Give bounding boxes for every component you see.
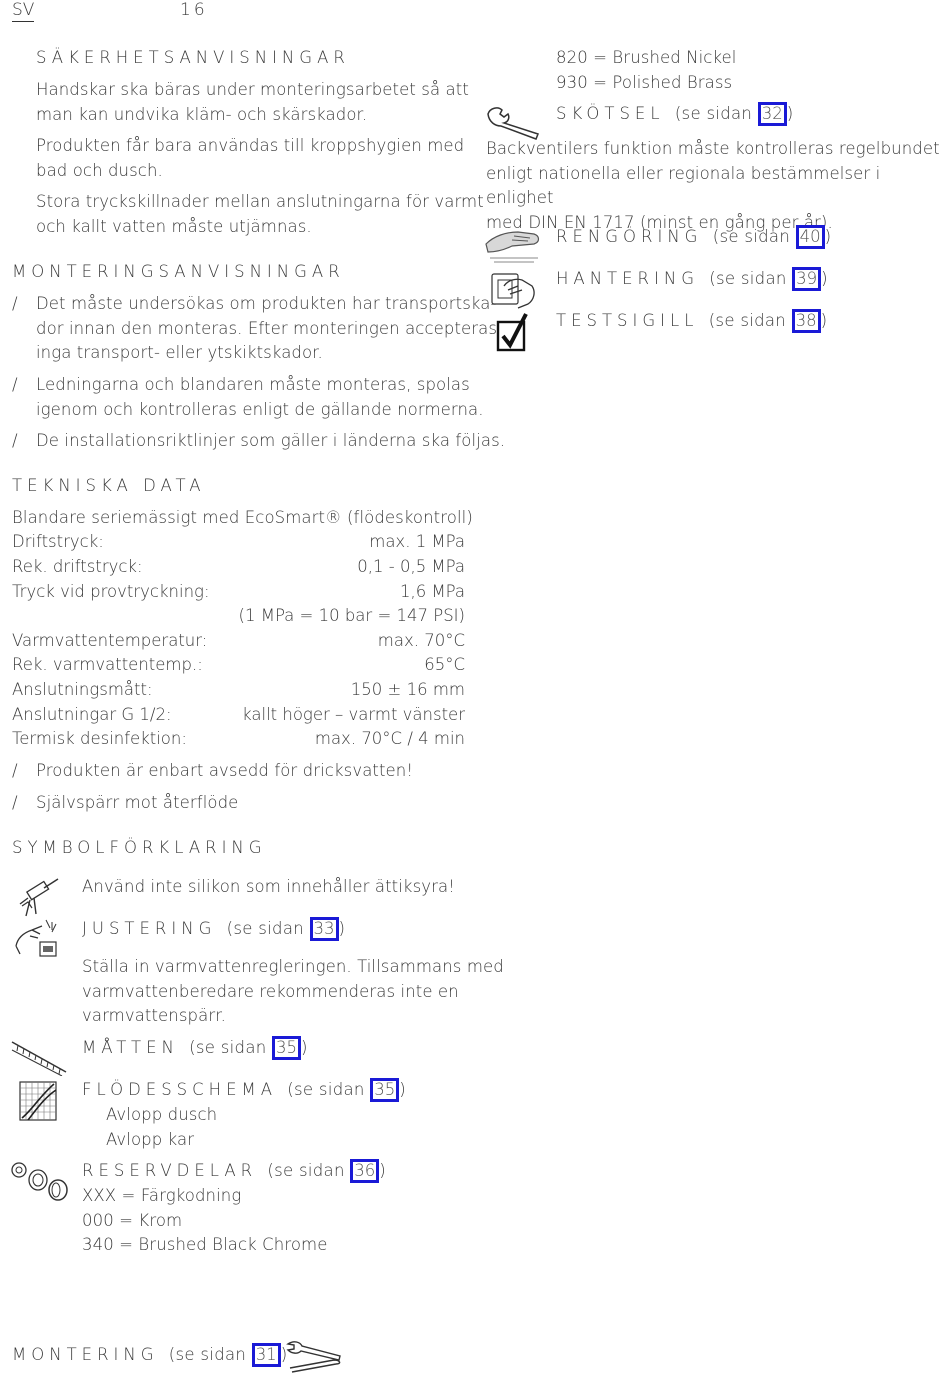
flow-chart-page-link[interactable]: 35 <box>370 1078 399 1102</box>
tech-row: Tryck vid provtryckning: 1,6 MPa <box>12 582 465 601</box>
spare-parts-icon <box>10 1160 70 1202</box>
technical-note-1: Produkten är enbart avsedd för dricksvatten! <box>36 761 414 780</box>
bullet-slash: / <box>12 294 18 313</box>
assembly-heading: MONTERING (se sidan 31 ) <box>12 1343 287 1367</box>
silicone-gun-icon <box>14 876 60 918</box>
technical-intro: Blandare seriemässigt med EcoSmart® (flödeskontroll) <box>12 508 473 527</box>
hand-adjust-icon <box>12 916 60 960</box>
tech-row: Anslutningsmått: 150 ± 16 mm <box>12 680 465 699</box>
tech-row: Varmvattentemperatur: max. 70°C <box>12 631 465 650</box>
flow-chart-items: Avlopp dusch Avlopp kar <box>106 1105 218 1149</box>
safety-paragraph-1: Handskar ska bäras under monteringsarbetet så att man kan undvika kläm- och skärskador. <box>36 80 469 124</box>
tech-row: (1 MPa = 10 bar = 147 PSI) <box>238 606 465 625</box>
care-page-link[interactable]: 32 <box>758 102 787 126</box>
mounting-bullet-3: De installationsriktlinjer som gäller i länderna ska följas. <box>36 431 506 450</box>
cleaning-hand-icon <box>484 224 544 264</box>
ruler-icon <box>10 1038 68 1076</box>
page-language: SV <box>12 0 35 20</box>
adjust-text: Ställa in varmvattenregleringen. Tillsammans med varmvattenberedare rekommenderas inte en varmvattenspärr. <box>82 957 504 1025</box>
tools-icon <box>284 1338 344 1376</box>
dimensions-page-link[interactable]: 35 <box>272 1036 301 1060</box>
finish-codes: 820 = Brushed Nickel 930 = Polished Brass <box>556 48 737 92</box>
bullet-slash: / <box>12 761 18 780</box>
page-number: 16 <box>180 0 208 20</box>
cleaning-page-link[interactable]: 40 <box>796 225 825 249</box>
spare-parts-list: XXX = Färgkodning 000 = Krom 340 = Brushed Black Chrome <box>82 1186 328 1254</box>
tech-row: Anslutningar G 1/2: kallt höger – varmt vänster <box>12 705 465 724</box>
spare-parts-heading: RESERVDELAR (se sidan 36 ) <box>82 1159 386 1183</box>
silicone-warning: Använd inte silikon som innehåller ättiksyra! <box>82 877 455 896</box>
bullet-slash: / <box>12 793 18 812</box>
symbols-heading: SYMBOLFÖRKLARING <box>12 838 267 857</box>
handling-heading: HANTERING (se sidan 39 ) <box>556 267 828 291</box>
adjust-heading: JUSTERING (se sidan 33 ) <box>82 917 345 941</box>
cleaning-heading: RENGÖRING (se sidan 40 ) <box>556 225 831 249</box>
seal-heading: TESTSIGILL (se sidan 38 ) <box>556 309 827 333</box>
bullet-slash: / <box>12 431 18 450</box>
tech-row: Rek. driftstryck: 0,1 - 0,5 MPa <box>12 557 465 576</box>
flow-chart-icon <box>18 1080 58 1122</box>
care-text: Backventilers funktion måste kontrolleras regelbundet enligt nationella eller regionala bestämmelser i enlighet med DIN EN 1717 (minst en gång per år). <box>486 139 940 232</box>
handling-page-link[interactable]: 39 <box>792 267 821 291</box>
wrench-icon <box>486 104 542 140</box>
flow-chart-heading: FLÖDESSCHEMA (se sidan 35 ) <box>82 1078 406 1102</box>
safety-paragraph-3: Stora tryckskillnader mellan anslutningarna för varmt och kallt vatten måste utjämnas. <box>36 192 484 236</box>
care-heading: SKÖTSEL (se sidan 32 ) <box>556 102 793 126</box>
technical-data-heading: TEKNISKA DATA <box>12 476 206 495</box>
tech-row: Driftstryck: max. 1 MPa <box>12 532 465 551</box>
tech-row: Rek. varmvattentemp.: 65°C <box>12 655 465 674</box>
mounting-bullet-1: Det måste undersökas om produkten har transportska- dor innan den monteras. Efter monteringen accepteras inga transport- eller ytskiktskador. <box>36 294 498 362</box>
seal-page-link[interactable]: 38 <box>792 309 821 333</box>
bullet-slash: / <box>12 375 18 394</box>
assembly-page-link[interactable]: 31 <box>252 1343 281 1367</box>
mounting-bullet-2: Ledningarna och blandaren måste monteras, spolas igenom och kontrolleras enligt de gällande normerna. <box>36 375 484 419</box>
mounting-instructions-heading: MONTERINGSANVISNINGAR <box>12 262 345 281</box>
technical-note-2: Självspärr mot återflöde <box>36 793 239 812</box>
handling-hand-icon <box>488 266 538 310</box>
checkbox-seal-icon <box>496 312 530 352</box>
spare-parts-page-link[interactable]: 36 <box>350 1159 379 1183</box>
dimensions-heading: MÅTTEN (se sidan 35 ) <box>82 1036 308 1060</box>
tech-row: Termisk desinfektion: max. 70°C / 4 min <box>12 729 465 748</box>
safety-paragraph-2: Produkten får bara användas till kroppshygien med bad och dusch. <box>36 136 465 180</box>
safety-heading: SÄKERHETSANVISNINGAR <box>36 48 350 67</box>
adjust-page-link[interactable]: 33 <box>310 917 339 941</box>
